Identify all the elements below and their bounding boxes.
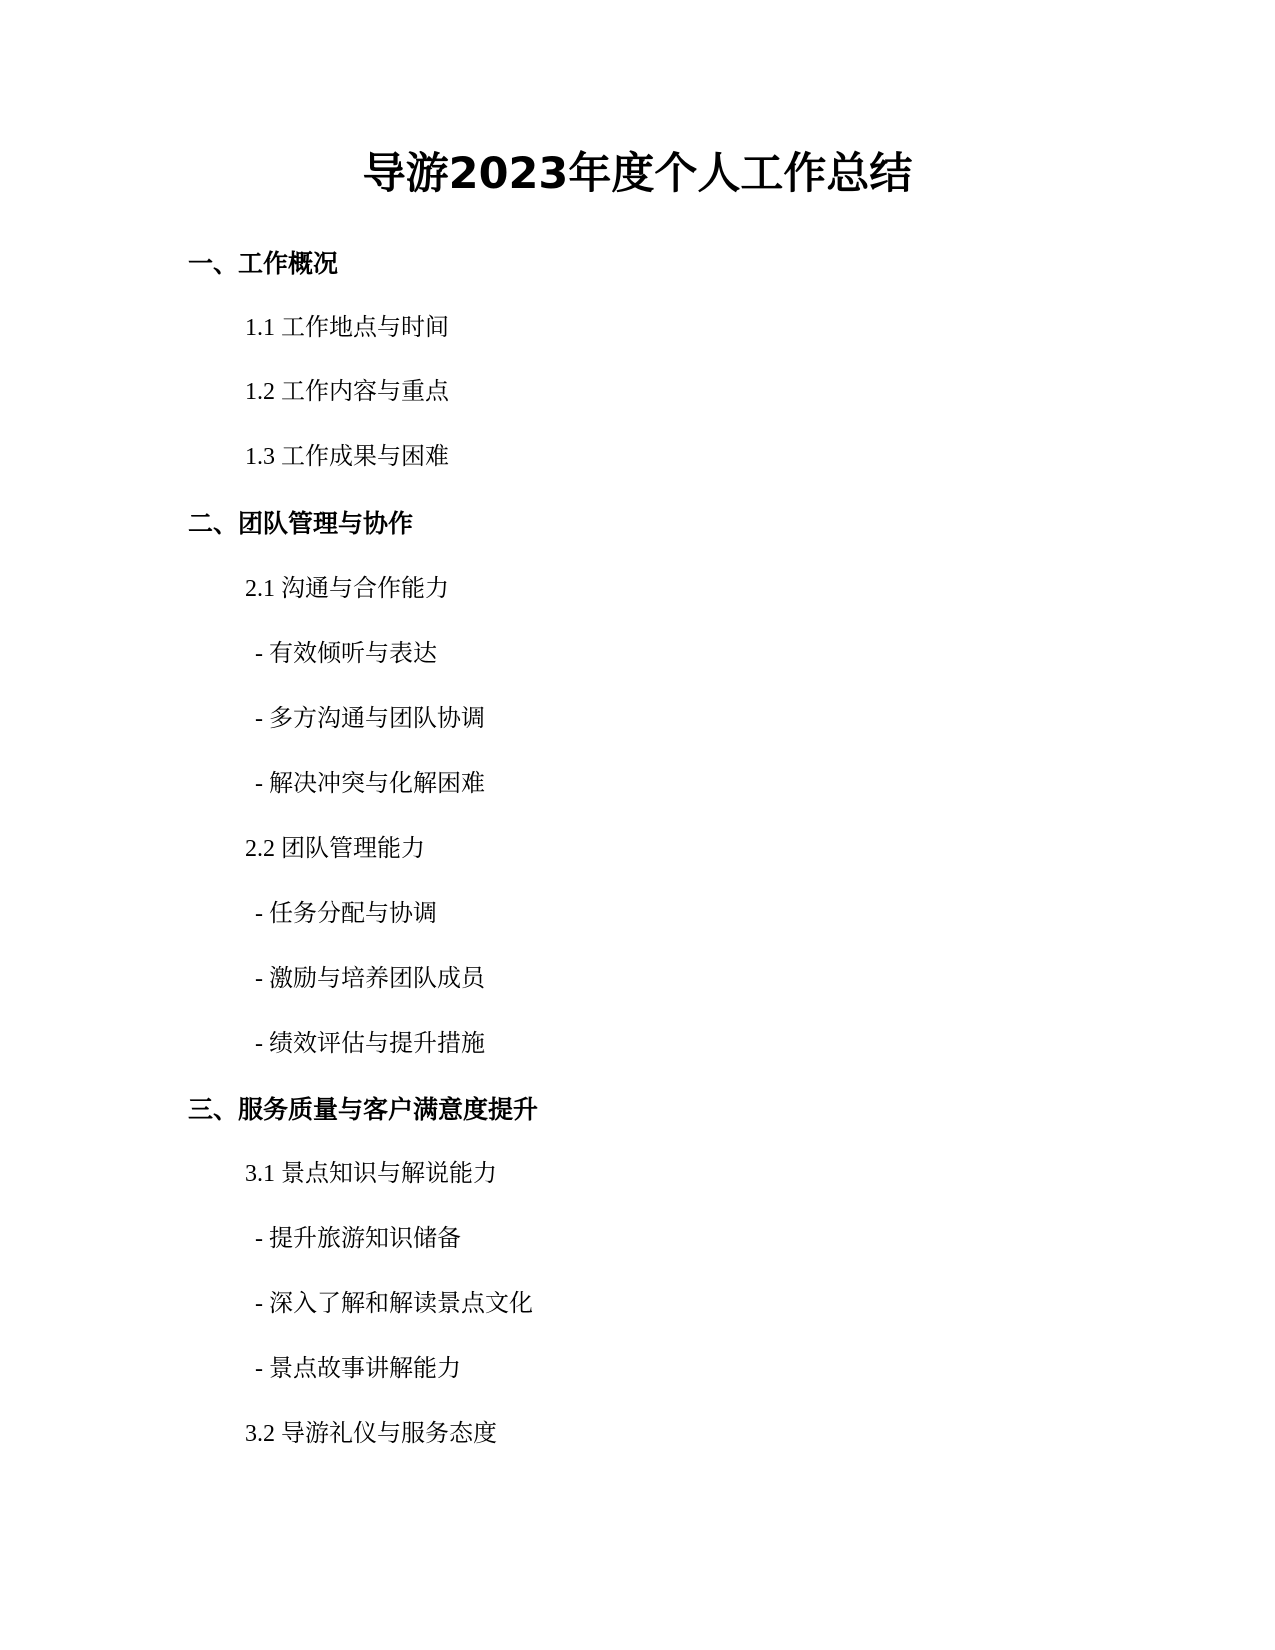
bullet-item: - 深入了解和解读景点文化 (255, 1291, 533, 1317)
bullet-item: - 任务分配与协调 (255, 901, 437, 927)
subsection-item: 3.2 导游礼仪与服务态度 (245, 1421, 497, 1447)
bullet-item: - 激励与培养团队成员 (255, 966, 485, 992)
section-heading: 二、团队管理与协作 (188, 509, 414, 538)
subsection-item: 2.1 沟通与合作能力 (245, 576, 449, 602)
subsection-item: 1.1 工作地点与时间 (245, 315, 449, 341)
page-title: 导游2023年度个人工作总结 (362, 149, 913, 199)
section-heading: 三、服务质量与客户满意度提升 (188, 1095, 539, 1124)
subsection-item: 2.2 团队管理能力 (245, 836, 425, 862)
subsection-item: 1.3 工作成果与困难 (245, 444, 449, 470)
bullet-item: - 有效倾听与表达 (255, 641, 437, 667)
bullet-item: - 提升旅游知识储备 (255, 1226, 461, 1252)
subsection-item: 1.2 工作内容与重点 (245, 379, 449, 405)
section-heading: 一、工作概况 (188, 249, 339, 278)
subsection-item: 3.1 景点知识与解说能力 (245, 1161, 497, 1187)
bullet-item: - 多方沟通与团队协调 (255, 706, 485, 732)
bullet-item: - 绩效评估与提升措施 (255, 1031, 485, 1057)
bullet-item: - 景点故事讲解能力 (255, 1356, 461, 1382)
bullet-item: - 解决冲突与化解困难 (255, 771, 485, 797)
